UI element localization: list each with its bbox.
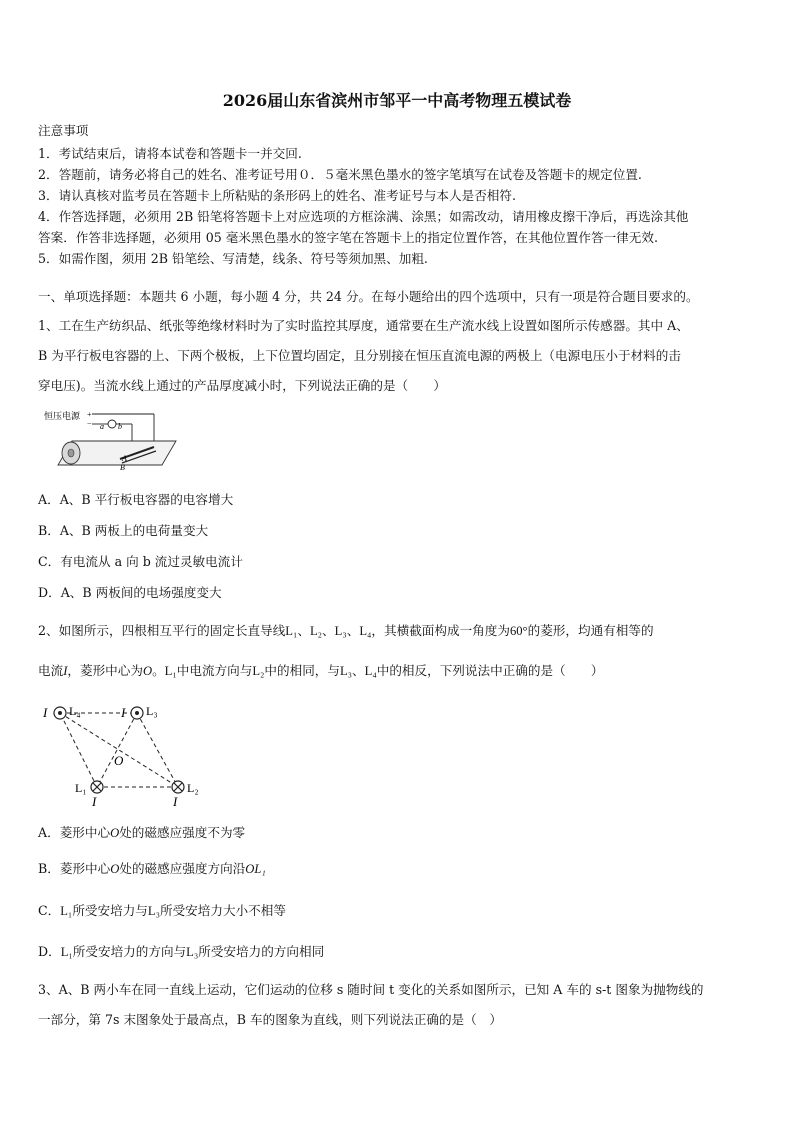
q2-text: 电流 — [38, 663, 64, 678]
q2-text: ，菱形中心为 — [67, 663, 143, 678]
q3-stem-line: 3、A、B 两小车在同一直线上运动，它们运动的位移 s 随时间 t 变化的关系如图所示，已知 A 车的 s-t 图象为抛物线的 — [38, 982, 704, 997]
q1-minus-sign: − — [87, 419, 92, 428]
q2-text: 。 — [152, 663, 165, 678]
q1-option-c: C．有电流从 a 向 b 流过灵敏电流计 — [38, 554, 243, 569]
q2-option-text: D． — [38, 944, 61, 959]
q2-fig-current-l1: I — [92, 794, 97, 809]
wire-l3-dot-icon — [131, 707, 143, 719]
q2-wire-l2: L₂ — [252, 664, 265, 678]
rhombus-diagonal-short — [97, 713, 137, 787]
note-item: 答案．作答非选择题，必须用 05 毫米黑色墨水的签字笔在答题卡上的指定位置作答，在其他位置作答一律无效. — [38, 230, 658, 245]
q1-stem-line: B 为平行板电容器的上、下两个极板，上下位置均固定，且分别接在恒压直流电源的两极上（电源电压小于材料的击 — [38, 348, 681, 363]
q2-option-symbol: L₁ — [60, 945, 73, 959]
q2-option-text: 所受安培力与 — [72, 903, 148, 918]
q1-option-a: A．A、B 平行板电容器的电容增大 — [38, 492, 234, 507]
section-heading: 一、单项选择题：本题共 6 小题，每小题 4 分，共 24 分。在每小题给出的四个选项中，只有一项是符合题目要求的。 — [38, 289, 699, 304]
q2-option-text: B．菱形中心 — [38, 861, 111, 876]
q2-option-symbol: O — [110, 826, 120, 840]
q1-plus-sign: + — [87, 410, 92, 419]
rhombus-edge-right — [137, 713, 178, 787]
q2-stem-line-2 — [38, 660, 603, 679]
q1-stem-line: 1、工在生产纺织品、纸张等绝缘材料时为了实时监控其厚度，通常要在生产流水线上设置如图所示传感器。其中 A、 — [38, 318, 689, 333]
note-item: 2．答题前，请务必将自己的姓名、准考证号用０．５毫米黑色墨水的签字笔填写在试卷及答题卡的规定位置. — [38, 167, 642, 182]
wire-l4-dot-icon — [54, 707, 66, 719]
q2-angle: 60° — [509, 624, 528, 638]
note-item: 1．考试结束后，请将本试卷和答题卡一并交回. — [38, 146, 302, 161]
q2-stem-line-1 — [38, 620, 654, 639]
q2-option-text: 处的磁感应强度方向沿 — [119, 861, 246, 876]
page-title: 2026届山东省滨州市邹平一中高考物理五模试卷 — [222, 91, 572, 110]
q2-option-symbol: L₃ — [147, 904, 160, 918]
q2-fig-label-l4: L₄ — [69, 704, 81, 718]
q2-fig-current-l3: I — [121, 705, 126, 720]
q2-text: 的菱形，均通有相等的 — [527, 623, 654, 638]
q2-current-symbol: I — [63, 664, 68, 678]
q2-wire-l1: L₁ — [164, 664, 177, 678]
q2-option-symbol: L₁ — [60, 904, 73, 918]
wire-l2-cross-icon — [172, 781, 184, 793]
rhombus-diagonal-long — [60, 713, 178, 787]
q1-label-a: a — [100, 422, 104, 431]
q2-wire-l3-l4: L₃、L₄ — [339, 664, 377, 678]
q2-fig-current-l2: I — [173, 794, 178, 809]
wire-l1-cross-icon — [91, 781, 103, 793]
q2-text: 2、如图所示，四根相互平行的固定长直导线 — [38, 623, 286, 638]
q2-text: 中的相反，下列说法中正确的是（ ） — [376, 663, 604, 678]
q1-sensor-figure — [42, 405, 182, 473]
q1-plate-label-a: A — [122, 454, 127, 463]
q2-option-symbol: OL₁ — [245, 862, 266, 876]
q2-rhombus-figure — [40, 700, 210, 810]
q1-option-d: D．A、B 两板间的电场强度变大 — [38, 585, 222, 600]
q2-fig-center-o: O — [114, 753, 124, 768]
q1-label-b: b — [118, 422, 122, 431]
q2-text: 中的相同，与 — [264, 663, 340, 678]
q2-text: 中电流方向与 — [176, 663, 253, 678]
q2-option-text: 所受安培力大小不相等 — [159, 903, 286, 918]
q2-option-b — [38, 858, 266, 877]
q1-option-b: B．A、B 两板上的电荷量变大 — [38, 523, 209, 538]
q2-option-text: 处的磁感应强度不为零 — [119, 825, 246, 840]
q2-center-symbol: O — [142, 664, 153, 678]
note-item: 3．请认真核对监考员在答题卡上所粘贴的条形码上的姓名、准考证号与本人是否相符. — [38, 188, 516, 203]
q1-stem-line: 穿电压)。当流水线上通过的产品厚度减小时，下列说法正确的是（ ） — [38, 378, 446, 393]
q2-fig-current-l4: I — [43, 705, 48, 720]
q2-option-symbol: O — [110, 862, 120, 876]
note-item: 5．如需作图，须用 2B 铅笔绘、写清楚，线条、符号等须加黑、加粗. — [38, 251, 428, 266]
q2-option-c — [38, 900, 286, 919]
q2-option-text: 所受安培力的方向与 — [72, 944, 187, 959]
q2-fig-label-l3: L₃ — [146, 704, 158, 718]
galvanometer-icon — [108, 420, 116, 428]
q2-option-d — [38, 941, 324, 960]
q2-option-a — [38, 822, 245, 841]
notes-heading: 注意事项 — [38, 123, 89, 138]
q2-wire-list: L₁、L₂、L₃、L₄ — [285, 624, 372, 638]
q2-option-text: 所受安培力的方向相同 — [198, 944, 325, 959]
q2-fig-label-l2: L₂ — [187, 781, 199, 795]
q2-option-text: A．菱形中心 — [38, 825, 111, 840]
q2-fig-label-l1: L₁ — [75, 781, 87, 795]
q2-option-text: C． — [38, 903, 61, 918]
q2-option-symbol: L₃ — [186, 945, 199, 959]
q2-text: ，其横截面构成一角度为 — [371, 623, 510, 638]
q3-stem-line: 一部分，第 7s 末图象处于最高点，B 车的图象为直线，则下列说法正确的是（ ） — [38, 1012, 502, 1027]
q1-source-label: 恒压电源 — [44, 411, 81, 421]
note-item: 4．作答选择题，必须用 2B 铅笔将答题卡上对应选项的方框涂满、涂黑；如需改动，请用橡皮擦干净后，再选涂其他 — [38, 209, 689, 224]
q1-plate-label-b: B — [120, 463, 125, 472]
